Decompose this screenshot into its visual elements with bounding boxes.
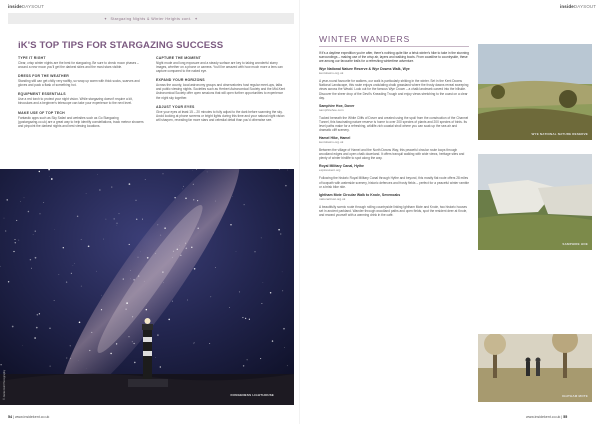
star (49, 328, 50, 329)
star (20, 201, 21, 202)
photo-caption: DUNGENESS LIGHTHOUSE (230, 393, 274, 397)
winter-wanders-title: WINTER WANDERS (319, 34, 411, 44)
star (255, 251, 256, 252)
star (193, 184, 194, 185)
star (96, 271, 97, 272)
star (193, 199, 194, 200)
star (182, 189, 183, 190)
star (15, 242, 16, 243)
star (111, 187, 112, 188)
star (229, 307, 230, 308)
star (28, 211, 30, 213)
star (133, 343, 134, 344)
brand-logo-right: insideDAYSOUT (560, 4, 597, 9)
star (74, 264, 75, 265)
star (130, 270, 131, 271)
walk-name: Samphire Hoe, Dover (319, 103, 355, 108)
star (249, 319, 250, 320)
star (31, 268, 32, 269)
intro-paragraph: If it's a daytime expedition you're after, there's nothing quite like a brisk winter's hike to take in the stunning surroundings – making use of the crisp air, layers and walking boots. From coastline to countryside, these are among our favourite trails for a refreshing wintertime adventure. (319, 51, 469, 64)
tip-text: Clear, crisp winter nights are the best for stargazing. Be sure to check moon phases – around a new moon you'll get the darkest skies and the most stars visible. (18, 61, 139, 70)
footer-left: 54 | www.insidekent.co.uk (8, 415, 50, 419)
star (147, 257, 149, 259)
star (162, 271, 163, 272)
star (125, 308, 126, 309)
star (173, 251, 174, 252)
tip-title: EXPAND YOUR HORIZONS (156, 78, 205, 83)
star (280, 233, 281, 234)
star (287, 365, 288, 366)
star (185, 243, 186, 244)
star (70, 358, 71, 359)
star (35, 231, 36, 232)
star (236, 251, 237, 252)
tip-item (18, 111, 148, 128)
footer-url: www.insidekent.co.uk (14, 415, 50, 419)
star (15, 239, 16, 240)
star (119, 213, 120, 214)
star (172, 301, 173, 302)
photo-caption: SAMPHIRE HOE (562, 242, 588, 246)
star (157, 224, 158, 225)
walk-description: Tucked beneath the White Cliffs of Dover and created using the spoil from the construction of the Channel Tunnel, this fascinating nature reserve is home to over 200 species of plants and 200 species of birds. Its level paths make for a refreshing, wildlife-rich coastal stroll where you can soak up the sea air and dramatic cliff scenery. (319, 115, 469, 133)
walk-url[interactable]: explorekent.org (319, 168, 341, 173)
tip-item (156, 105, 286, 122)
star (263, 282, 264, 283)
star (132, 316, 133, 317)
star (180, 255, 181, 256)
star (22, 345, 23, 346)
star (63, 247, 64, 248)
star (244, 204, 245, 205)
star (197, 227, 199, 229)
star (243, 365, 244, 366)
star (245, 318, 246, 319)
tip-text: Across the county, local astronomy groups and observatories host regular meet-ups, talks and public viewing nights. Societies such as Herbert Astronomical Society and the Mid-Kent Astronomical Society offer open sessions that will open further opportunities to experience the night sky together. (156, 83, 286, 100)
star (187, 300, 188, 301)
tip-title: DRESS FOR THE WEATHER (18, 74, 69, 79)
star (283, 328, 285, 330)
page-number: 55 (563, 415, 568, 419)
star (0, 364, 1, 365)
star (196, 169, 197, 170)
star-ornament-icon: ✦ (194, 16, 198, 21)
star (215, 267, 216, 268)
photo-caption: WYE NATIONAL NATURE RESERVE (531, 132, 588, 136)
star (177, 249, 178, 250)
star (138, 257, 139, 258)
star (160, 235, 161, 236)
section-title: Stargazing Nights & Winter Heights cont. (110, 16, 192, 21)
star (142, 219, 143, 220)
star (116, 223, 117, 224)
star (207, 172, 208, 173)
star (230, 224, 231, 225)
tips-headline: iK'S TOP TIPS FOR STARGAZING SUCCESS (18, 40, 224, 51)
wye-photo (478, 44, 592, 140)
star (136, 219, 138, 221)
tip-text: Fantastic apps such as Sky Safari and websites such as Go Stargazing (gostargazing.co.uk) are a great way to help identify constellations, track meteor showers and pinpoint the darkest nights and best viewing locations. (18, 115, 144, 128)
walk-description: A year-round favourite for walkers, our walk is particularly striking in the winter. Set in the Kent Downs National Landscape, this route enjoys undulating chalk grassland where the frosty dawns reveal sweeping views across the Weald. Look out for the famous Wye Crown – a chalk landmark carved into the hillside. Discover the sheer drop of the Devil's Kneading Trough and enjoy views stretching to the coast on a clear day. (319, 79, 469, 100)
star (66, 358, 67, 359)
star (12, 326, 14, 328)
star (132, 341, 133, 342)
star (239, 291, 240, 292)
walk-name: Wye National Nature Reserve & Wye Downs Walk, Wye (319, 67, 410, 72)
photo-credit: © Jamie Hall Photography (3, 369, 6, 400)
star (135, 200, 136, 201)
star (70, 345, 71, 346)
star (279, 169, 280, 170)
photo-caption: IGHTHAM MOTE (562, 394, 588, 398)
star (144, 281, 145, 282)
countryside-illustration (478, 44, 592, 140)
walk-url[interactable]: kentdowns.org.uk (319, 71, 344, 76)
star (114, 218, 115, 219)
star (278, 229, 280, 231)
star (145, 179, 146, 180)
star (129, 244, 130, 245)
star (179, 246, 180, 247)
tip-title: EQUIPMENT ESSENTIALS (18, 92, 66, 97)
tips-column-2 (156, 56, 286, 133)
star (247, 359, 248, 360)
star (174, 197, 175, 198)
ightham-photo (478, 334, 592, 402)
star (81, 239, 82, 240)
star (194, 343, 195, 344)
star (157, 334, 159, 336)
star (186, 248, 188, 250)
lighthouse-photo (0, 169, 294, 405)
star (172, 257, 173, 258)
star (232, 196, 233, 197)
star (288, 170, 289, 171)
walk-description: Following the historic Royal Military Canal through Hythe and beyond, this mostly flat route offers 28 miles of towpath with waterside scenery, historic defences and frosty fields – perfect for a peaceful winter ramble or a brisk bike ride. (319, 176, 470, 189)
star (13, 251, 14, 252)
star (99, 189, 100, 190)
star-ornament-icon: ✦ (104, 16, 108, 21)
star (215, 201, 216, 202)
star (16, 220, 17, 221)
star (242, 317, 243, 318)
star (4, 218, 5, 219)
star (66, 281, 67, 282)
star (33, 234, 34, 235)
cliffs-illustration (478, 154, 592, 250)
tips-column-1 (18, 56, 148, 133)
star (35, 257, 37, 259)
walk-url[interactable]: nationaltrust.org.uk (319, 196, 346, 201)
star (193, 343, 194, 344)
star (106, 219, 107, 220)
tip-item (18, 74, 148, 87)
star (164, 227, 166, 229)
tips-columns (18, 56, 286, 133)
star (110, 353, 111, 354)
star (73, 265, 74, 266)
woodland-walk-illustration (478, 334, 592, 402)
star (54, 300, 55, 301)
star (272, 340, 273, 341)
star (270, 292, 272, 294)
star (34, 337, 36, 339)
star (89, 350, 90, 351)
star (282, 290, 283, 291)
tip-item (156, 56, 286, 73)
star (134, 362, 136, 364)
star (37, 314, 39, 316)
star (123, 278, 124, 279)
star (129, 183, 131, 185)
section-banner (8, 13, 294, 24)
tip-title: CAPTURE THE MOMENT (156, 56, 202, 60)
star (50, 366, 51, 367)
star (146, 309, 148, 311)
star (103, 239, 104, 240)
star (126, 302, 128, 304)
star (261, 238, 262, 239)
tip-text: Night mode and long exposure and a steady surface are key to taking wonderful starry images, whether on a phone or camera. You'll be amazed with how much more a lens can capture compared to the naked eye. (156, 61, 283, 74)
tip-item (156, 78, 286, 99)
walk-url[interactable]: kentdowns.org.uk (319, 140, 344, 145)
walks-text (319, 51, 469, 221)
tip-title: MAKE USE OF TOP TECH (18, 110, 65, 115)
walk-name: Ightham Mote Circular Walk to Knole, Sevenoaks (319, 192, 401, 197)
star (7, 199, 8, 200)
star (260, 358, 261, 359)
star (58, 274, 59, 275)
star (210, 296, 211, 297)
walk-url[interactable]: samphirehoe.com (319, 107, 344, 112)
tip-text: Give your eyes at least 15 – 20 minutes to fully adjust to the dark before scanning the sky. Avoid looking at phone screens or bright lights during this time and your natural night vision will sharpen, revealing far more stars and celestial detail than you'd otherwise see. (156, 109, 285, 122)
footer-right: www.insidekent.co.uk | 55 (526, 415, 568, 419)
star (160, 366, 161, 367)
star (71, 273, 72, 274)
tip-item (18, 56, 148, 69)
tip-text: Standing still can get chilly very swiftly, so wrap up warm with thick socks, scarves and gloves and pack a flask of something hot. (18, 79, 140, 88)
star (39, 313, 40, 314)
star (133, 279, 135, 281)
star (194, 268, 196, 270)
walk-description: A beautifully scenic route through rolling countryside linking Ightham Mote and Knole, two historic houses set in ancient parkland. Wander through woodland paths and open fields, spot the resident deer at Knole, and reward yourself with a warming drink in the café. (319, 204, 468, 217)
star (163, 173, 164, 174)
star (91, 332, 92, 333)
star (49, 176, 50, 177)
star (183, 186, 184, 187)
star (5, 230, 6, 231)
star (77, 216, 78, 217)
star (163, 282, 164, 283)
star (285, 185, 287, 187)
walk-name: Royal Military Canal, Hythe (319, 164, 364, 169)
night-sky-illustration (0, 169, 294, 405)
star (39, 171, 40, 172)
star (209, 343, 210, 344)
star (30, 259, 31, 260)
walk-name: Hamel Hike, Hamel (319, 136, 351, 141)
samphire-photo (478, 154, 592, 250)
star (261, 303, 262, 304)
star (168, 319, 170, 321)
star (43, 202, 44, 203)
star (116, 343, 117, 344)
star (8, 281, 9, 282)
star (39, 213, 40, 214)
star (24, 198, 25, 199)
star (155, 357, 156, 358)
star (197, 200, 198, 201)
star (88, 245, 90, 247)
tip-title: TYPE IT RIGHT (18, 56, 46, 60)
star (128, 336, 129, 337)
brand-logo-left: insideDAYSOUT (8, 4, 45, 9)
star (284, 347, 285, 348)
walk-description: Between the village of Hamel and the North Downs Way, this peaceful circular route loops through woodland edges and open chalk downland. It offers tranquil walking with wide views, heritage sites and plenty of winter birdlife to spot along the way. (319, 148, 465, 161)
star (86, 193, 87, 194)
tip-item (18, 92, 148, 105)
star (81, 286, 82, 287)
star (18, 240, 19, 241)
title-divider (319, 46, 469, 47)
star (101, 295, 102, 296)
star (155, 253, 156, 254)
tip-text: Use a red torch to protect your night vision. While stargazing doesn't require a kit, binoculars and a beginner's telescope can take your experience to the next level. (18, 97, 133, 106)
star (101, 309, 102, 310)
star (191, 247, 192, 248)
star (79, 322, 81, 324)
star (36, 327, 38, 329)
star (138, 275, 139, 276)
star (51, 178, 53, 180)
star (185, 197, 187, 199)
page-number: 54 (8, 415, 12, 419)
footer-url: www.insidekent.co.uk (526, 415, 561, 419)
tip-title: ADJUST YOUR EYES (156, 104, 195, 109)
